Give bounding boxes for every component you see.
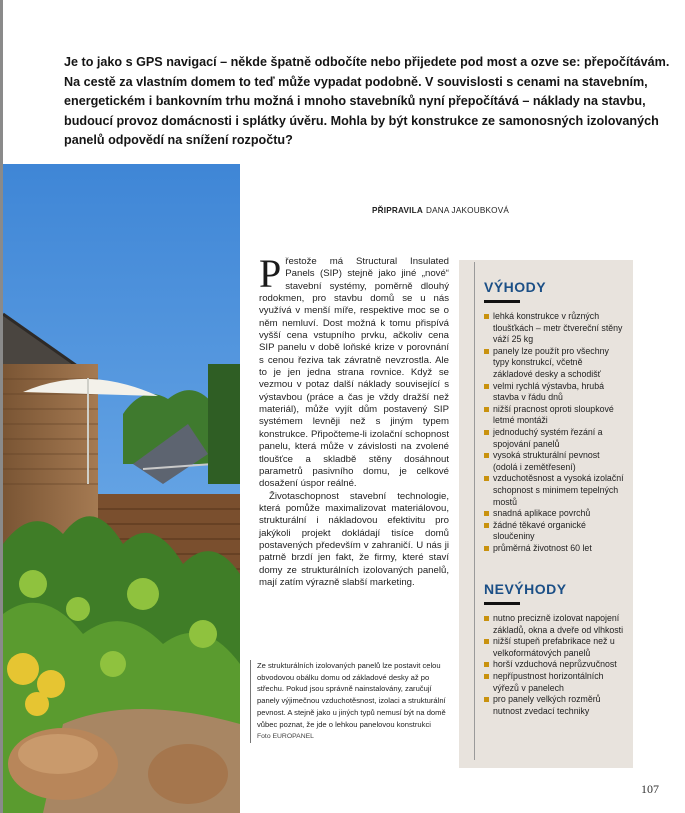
- lead-paragraph: Je to jako s GPS navigací – někde špatně odbočíte nebo přijedete pod most a ozve se: přepočítávám. Na cestě za vlastním domem to teď může vypadat podobně. V souvislosti s cenami na stavebním, energetickém i bankovním trhu možná i mnoho stavebníků nyní přepočítává – náklady na stavbu, budoucí provoz domácnosti i splátky úvěru. Mohla by být konstrukce ze samonosných izolovaných panelů odpovědí na snížení rozpočtu?: [64, 55, 670, 147]
- caption-text: Ze strukturálních izolovaných panelů lze postavit celou obvodovou obálku domu od základové desky až po střechu. Pokud jsou správně nainstalovány, zaručují panely výjimečnou vzduchotěsnost, izolaci a strukturální pevnost. A stejně jako u jiných typů nemusí být na domě vůbec poznat, že jde o lehkou panelovou konstrukci: [257, 661, 446, 729]
- pros-list-item: žádné těkavé organické sloučeniny: [484, 520, 624, 543]
- pros-list-item: velmi rychlá výstavba, hrubá stavba v řádu dnů: [484, 381, 624, 404]
- cons-list-item: pro panely velkých rozměrů nutnost zvedací techniky: [484, 694, 624, 717]
- sidebar-divider: [474, 262, 475, 760]
- cons-list-item: nepřípustnost horizontálních výřezů v panelech: [484, 671, 624, 694]
- cons-heading: NEVÝHODY: [484, 581, 567, 597]
- pros-list-item: jednoduchý systém řezání a spojování panelů: [484, 427, 624, 450]
- author-credit: [372, 206, 509, 215]
- pros-list-item: vzduchotěsnost a vysoká izolační schopnost s minimem tepelných mostů: [484, 473, 624, 508]
- credit-author: DANA JAKOUBKOVÁ: [425, 206, 510, 215]
- pros-list-item: průměrná životnost 60 let: [484, 543, 624, 555]
- pros-list-item: vysoká strukturální pevnost (odolá i zemětřesení): [484, 450, 624, 473]
- cons-list: [484, 613, 624, 717]
- pros-list: [484, 311, 624, 554]
- photo-caption: [250, 660, 452, 743]
- article-paragraph-1: řestože má Structural Insulated Panels (SIP) stejně jako jiné „nové“ stavební systémy, poměrně dlouhý rodokmen, pro stavbu domů se u nás využívá v menší míře, respektive moc se o něm nemluví. Dost možná k tomu přispívá vyšší cena vstupního prvku, ačkoliv cena SIP panelu v době loňské krize v porovnání s cenou řeziva tak závratně nevzrostla. Ale to je jen jedna strana rovnice. Když se vezmou v potaz další náklady související s výstavbou (práce a čas je vždy dražší než materiál), může vyjít dům postavený SIP systémem levněji než s jiným typem konstrukce. Připočteme-li izolační schopnost panelu, která může v závislosti na zvolené tloušťce a skladbě stěny dosáhnout parametrů pasivního domu, je celkové dosažení úspor reálné.: [259, 256, 449, 490]
- pros-heading-bar: [484, 300, 520, 303]
- pros-list-item: lehká konstrukce v různých tloušťkách – metr čtvereční stěny váží 25 kg: [484, 311, 624, 346]
- article-paragraph-2: Životaschopnost stavební technologie, která pomůže maximalizovat materiálovou, strukturální i nákladovou efektivitu pro jakýkoli projekt dokládají tisíce domů postavených především v zahraničí. U nás ji patrně brzdí jen fakt, že firmy, které staví domy ze strukturálních izolovaných panelů, mají zatím výrazně slabší marketing.: [259, 490, 449, 588]
- pros-list-item: panely lze použít pro všechny typy konstrukcí, včetně základové desky a schodišť: [484, 346, 624, 381]
- photo-credit: Foto EUROPANEL: [257, 733, 314, 741]
- pros-list-item: snadná aplikace povrchů: [484, 508, 624, 520]
- page-number: 107: [641, 782, 659, 796]
- pros-list-item: nižší pracnost oproti sloupkové letmé montáži: [484, 404, 624, 427]
- article-body: [259, 251, 449, 589]
- cons-list-item: nižší stupeň prefabrikace než u velkoformátových panelů: [484, 636, 624, 659]
- cons-heading-bar: [484, 602, 520, 605]
- cons-list-item: nutno precizně izolovat napojení základů, okna a dveře od vlhkosti: [484, 613, 624, 636]
- house-garden-photo: [3, 164, 240, 813]
- cons-list-item: horší vzduchová neprůzvučnost: [484, 659, 624, 671]
- pros-heading: VÝHODY: [484, 279, 547, 295]
- drop-cap: P: [259, 251, 282, 296]
- credit-label: PŘIPRAVILA: [372, 206, 423, 215]
